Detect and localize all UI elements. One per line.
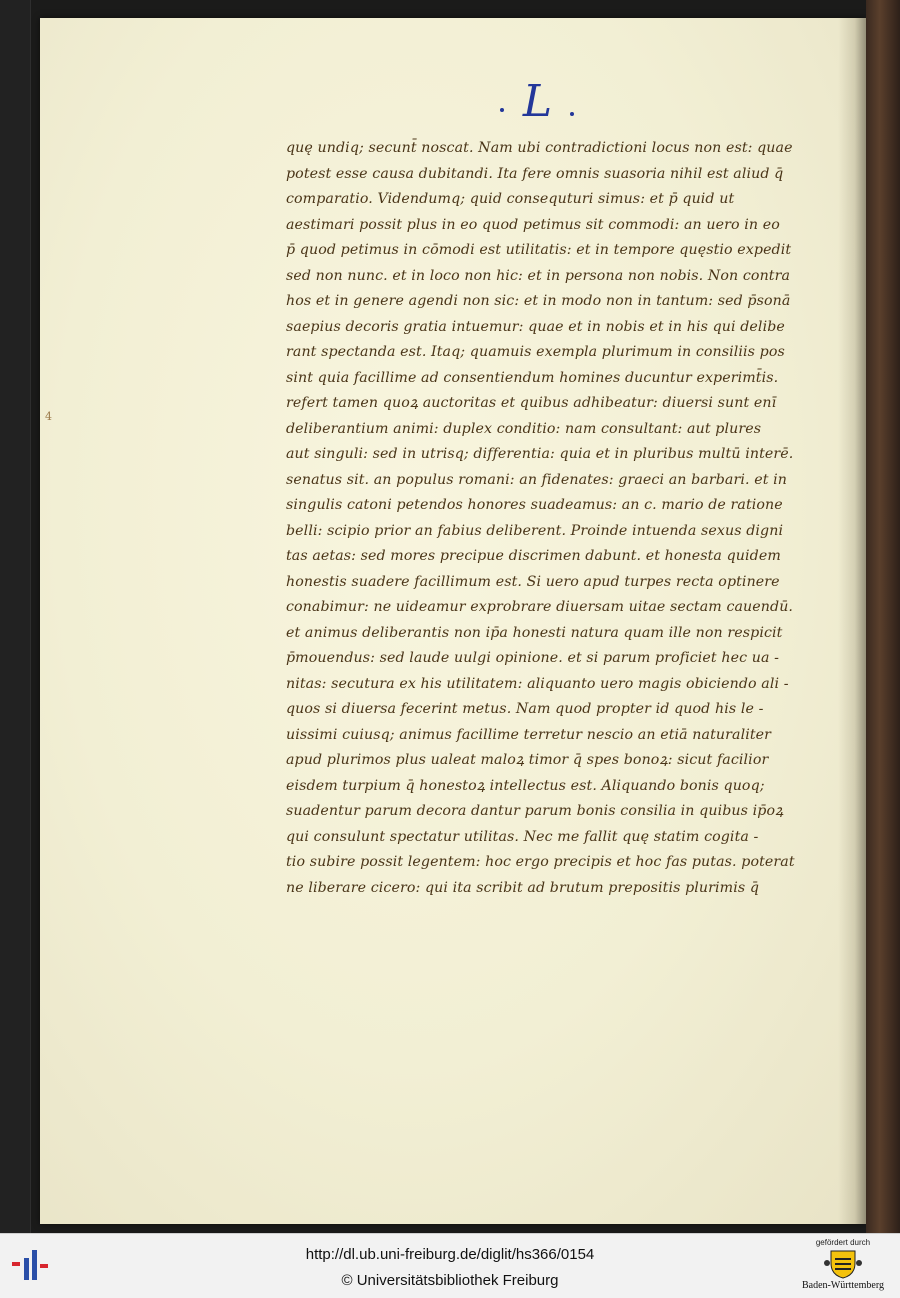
sponsor-name: Baden-Württemberg (801, 1280, 884, 1291)
manuscript-line: singulis catoni petendos honores suadeamus: an c. mario de ratione (286, 497, 783, 513)
manuscript-line: quę undiq; secunt̄ noscat. Nam ubi contradictioni locus non est: quae (286, 140, 793, 156)
manuscript-line: hos et in genere agendi non sic: et in modo non in tantum: sed p̄sonā (286, 293, 791, 309)
decorated-initial (498, 76, 578, 136)
manuscript-line: quos si diuersa fecerint metus. Nam quod propter id quod his le - (286, 701, 764, 717)
manuscript-line: tio subire possit legentem: hoc ergo precipis et hoc fas putas. poterat (286, 854, 795, 870)
manuscript-line: et animus deliberantis non ip̄a honesti natura quam ille non respicit (286, 624, 783, 641)
manuscript-line: suadentur parum decora dantur parum bonis consilia in quibus ip̄oꝝ (286, 803, 784, 819)
permalink-url[interactable]: http://dl.ub.uni-freiburg.de/diglit/hs366/0154 (305, 1246, 595, 1263)
manuscript-line: refert tamen quoꝝ auctoritas et quibus adhibeatur: diuersi sunt enī (286, 395, 777, 411)
text-column (286, 136, 831, 901)
manuscript-line: rant spectanda est. Itaq; quamuis exempla plurimum in consiliis pos (286, 344, 785, 360)
manuscript-line: saepius decoris gratia intuemur: quae et in nobis et in his qui delibe (286, 318, 785, 335)
book-binding (866, 0, 900, 1233)
manuscript-line: uissimi cuiusq; animus facillime terretur nescio an etiā naturaliter (286, 726, 772, 743)
manuscript-line: honestis suadere facillimum est. Si uero apud turpes recta optinere (286, 573, 780, 590)
manuscript-line: belli: scipio prior an fabius deliberent. Proinde intuenda sexus digni (286, 522, 784, 539)
manuscript-line: apud plurimos plus ualeat maloꝝ timor q̄ spes bonoꝝ: sicut facilior (286, 752, 769, 768)
copyright-notice: © Universitätsbibliothek Freiburg (341, 1272, 559, 1289)
manuscript-page (40, 18, 866, 1224)
manuscript-line: potest esse causa dubitandi. Ita fere omnis suasoria nihil est aliud q̄ (286, 165, 784, 182)
scan-left-border (0, 0, 31, 1233)
sponsor-badge (798, 1238, 888, 1291)
manuscript-line: p̄ quod petimus in cōmodi est utilitatis: et in tempore quęstio expedit (286, 242, 792, 258)
manuscript-line: aestimari possit plus in eo quod petimus sit commodi: an uero in eo (286, 216, 780, 233)
initial-letter: L (522, 76, 554, 127)
viewer-footer (0, 1233, 900, 1298)
manuscript-line: sed non nunc. et in loco non hic: et in persona non nobis. Non contra (286, 267, 791, 284)
manuscript-line: comparatio. Videndumq; quid consequturi simus: et p̄ quid ut (286, 191, 735, 207)
manuscript-line: sint quia facillime ad consentiendum homines ducuntur experimt̄is. (286, 369, 779, 386)
manuscript-line: senatus sit. an populus romani: an fidenates: graeci an barbari. et in (286, 471, 787, 488)
sponsor-label: gefördert durch (815, 1238, 871, 1247)
manuscript-line: deliberantium animi: duplex conditio: nam consultant: aut plures (286, 420, 762, 437)
manuscript-line: eisdem turpium q̄ honestoꝝ intellectus est. Aliquando bonis quoq; (286, 777, 765, 794)
manuscript-line: aut singuli: sed in utrisq; differentia: quia et in pluribus multū interē. (286, 446, 794, 462)
manuscript-line: p̄mouendus: sed laude uulgi opinione. et si parum proficiet hec ua - (286, 650, 780, 666)
manuscript-line: tas aetas: sed mores precipue discrimen dabunt. et honesta quidem (286, 548, 781, 564)
coat-of-arms-icon (823, 1249, 863, 1279)
manuscript-line: ne liberare cicero: qui ita scribit ad brutum prepositis plurimis q̄ (286, 879, 760, 896)
margin-mark: 4 (45, 410, 52, 423)
manuscript-line: qui consulunt spectatur utilitas. Nec me fallit quę statim cogita - (286, 828, 759, 845)
manuscript-line: nitas: secutura ex his utilitatem: aliquanto uero magis obiciendo ali - (286, 675, 789, 692)
manuscript-line: conabimur: ne uideamur exprobrare diuersam uitae sectam cauendū. (286, 599, 794, 615)
